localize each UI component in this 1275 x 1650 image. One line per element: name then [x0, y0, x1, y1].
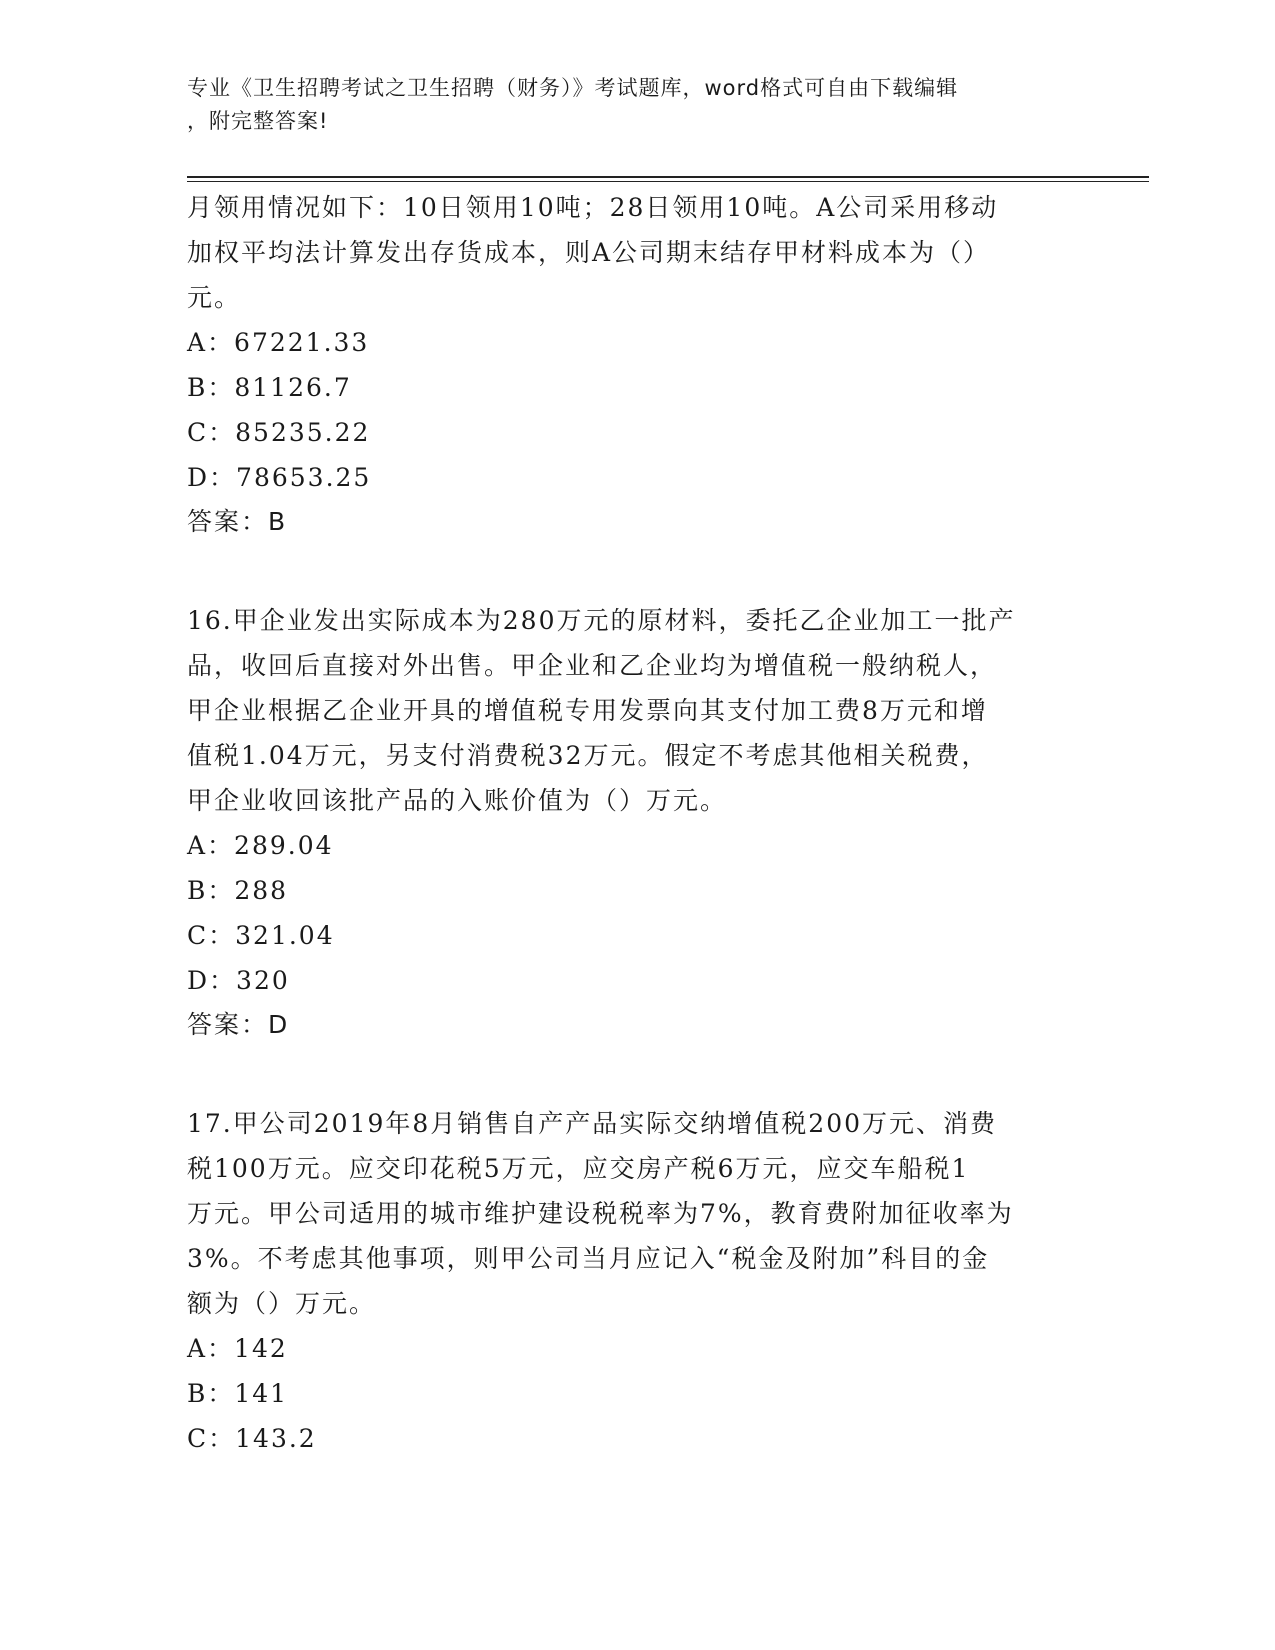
option-a: A：142	[187, 1334, 288, 1363]
header-divider-thick	[187, 176, 1149, 178]
question-list	[187, 185, 1087, 1461]
option-d: D：78653.25	[187, 463, 372, 492]
question-text-line: 元。	[187, 283, 242, 312]
question-text-line: 月领用情况如下：10日领用10吨；28日领用10吨。A公司采用移动	[187, 193, 999, 222]
option-b: B：288	[187, 876, 289, 905]
option-a: A：67221.33	[187, 328, 370, 357]
option-b: B：81126.7	[187, 373, 352, 402]
question-text-line: 甲企业收回该批产品的入账价值为（）万元。	[187, 786, 728, 815]
question-text-line: 加权平均法计算发出存货成本，则A公司期末结存甲材料成本为（）	[187, 238, 991, 267]
answer-line: 答案：D	[187, 1010, 290, 1039]
question-text-line: 税100万元。应交印花税5万元，应交房产税6万元，应交车船税1	[187, 1154, 970, 1183]
answer-line: 答案：B	[187, 507, 288, 536]
question-text-line: 值税1.04万元，另支付消费税32万元。假定不考虑其他相关税费，	[187, 741, 989, 770]
option-c: C：321.04	[187, 921, 335, 950]
question-text-line: 额为（）万元。	[187, 1289, 377, 1318]
option-b: B：141	[187, 1379, 289, 1408]
question-item	[187, 598, 1087, 1047]
option-d: D：320	[187, 966, 290, 995]
question-text-line: 甲企业根据乙企业开具的增值税专用发票向其支付加工费8万元和增	[187, 696, 988, 725]
question-text-line: 16.甲企业发出实际成本为280万元的原材料，委托乙企业加工一批产	[187, 606, 1016, 635]
question-item	[187, 185, 1087, 544]
question-item	[187, 1101, 1087, 1461]
question-text-line: 万元。甲公司适用的城市维护建设税税率为7%，教育费附加征收率为	[187, 1199, 1014, 1228]
header-line-1: 专业《卫生招聘考试之卫生招聘（财务）》考试题库，word格式可自由下载编辑	[187, 76, 959, 100]
document-header	[187, 72, 1067, 138]
question-text-line: 品，收回后直接对外出售。甲企业和乙企业均为增值税一般纳税人，	[187, 651, 998, 680]
question-text	[187, 185, 1087, 320]
option-c: C：85235.22	[187, 418, 371, 447]
header-line-2: ，附完整答案!	[187, 109, 329, 133]
question-text	[187, 1101, 1087, 1326]
option-c: C：143.2	[187, 1424, 317, 1453]
question-text-line: 17.甲公司2019年8月销售自产产品实际交纳增值税200万元、消费	[187, 1109, 998, 1138]
question-text-line: 3%。不考虑其他事项，则甲公司当月应记入“税金及附加”科目的金	[187, 1244, 990, 1273]
question-text	[187, 598, 1087, 823]
header-divider-thin	[187, 181, 1149, 182]
option-a: A：289.04	[187, 831, 334, 860]
